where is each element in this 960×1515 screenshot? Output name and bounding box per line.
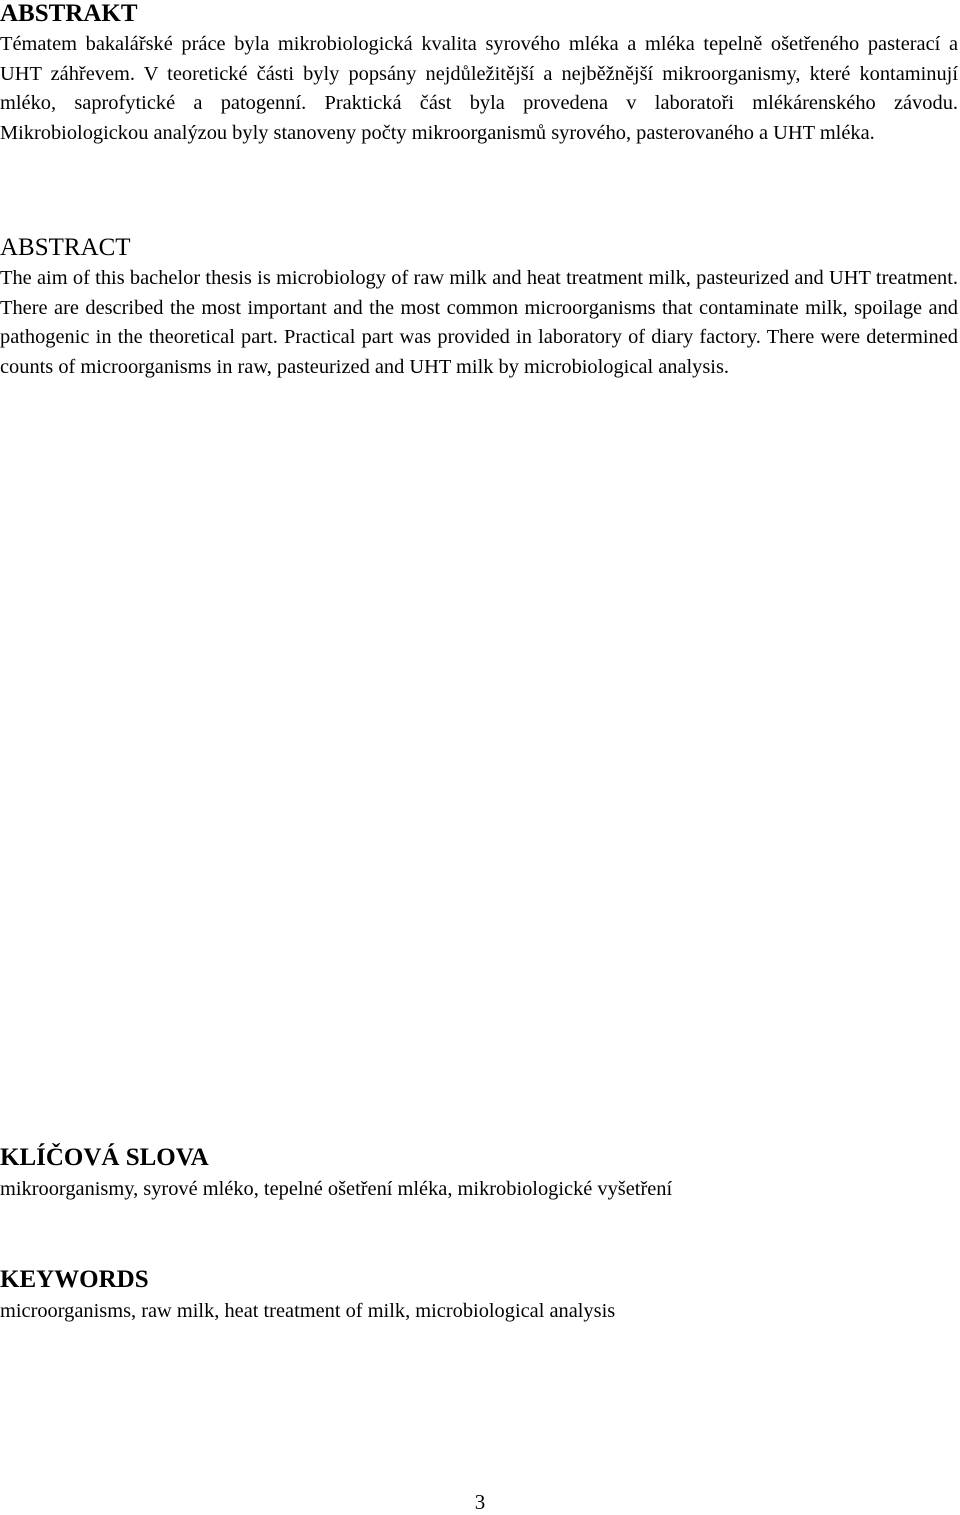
keywords-heading: KEYWORDS <box>0 1266 149 1293</box>
abstract-paragraph: The aim of this bachelor thesis is microbiology of raw milk and heat treatment milk, pasteurized and UHT treatment. There are described the most important and the most common microorganisms that contaminate milk, spoilage and pathogenic in the theoretical part. Practical part was provided in laboratory of diary factory. There were determined counts of microorganisms in raw, pasteurized and UHT milk by microbiological analysis. <box>0 267 958 378</box>
klicova-slova-heading: KLÍČOVÁ SLOVA <box>0 1144 209 1171</box>
abstract-section <box>0 234 958 382</box>
keywords-list: microorganisms, raw milk, heat treatment of milk, microbiological analysis <box>0 1300 616 1322</box>
abstrakt-heading: ABSTRAKT <box>0 0 138 27</box>
abstract-heading: ABSTRACT <box>0 234 131 261</box>
keywords-section <box>0 1266 958 1327</box>
klicova-slova-section <box>0 1144 958 1205</box>
abstrakt-section <box>0 0 958 148</box>
klicova-slova-list: mikroorganismy, syrové mléko, tepelné ošetření mléka, mikrobiologické vyšetření <box>0 1178 673 1200</box>
page-number: 3 <box>474 1490 486 1514</box>
abstrakt-paragraph: Tématem bakalářské práce byla mikrobiologická kvalita syrového mléka a mléka tepelně ošetřeného pasterací a UHT záhřevem. V teoretické části byly popsány nejdůležitější a nejběžnější mikroorganismy, které kontaminují mléko, saprofytické a patogenní. Praktická část byla provedena v laboratoři mlékárenského závodu. Mikrobiologickou analýzou byly stanoveny počty mikroorganismů syrového, pasterovaného a UHT mléka. <box>0 33 958 144</box>
